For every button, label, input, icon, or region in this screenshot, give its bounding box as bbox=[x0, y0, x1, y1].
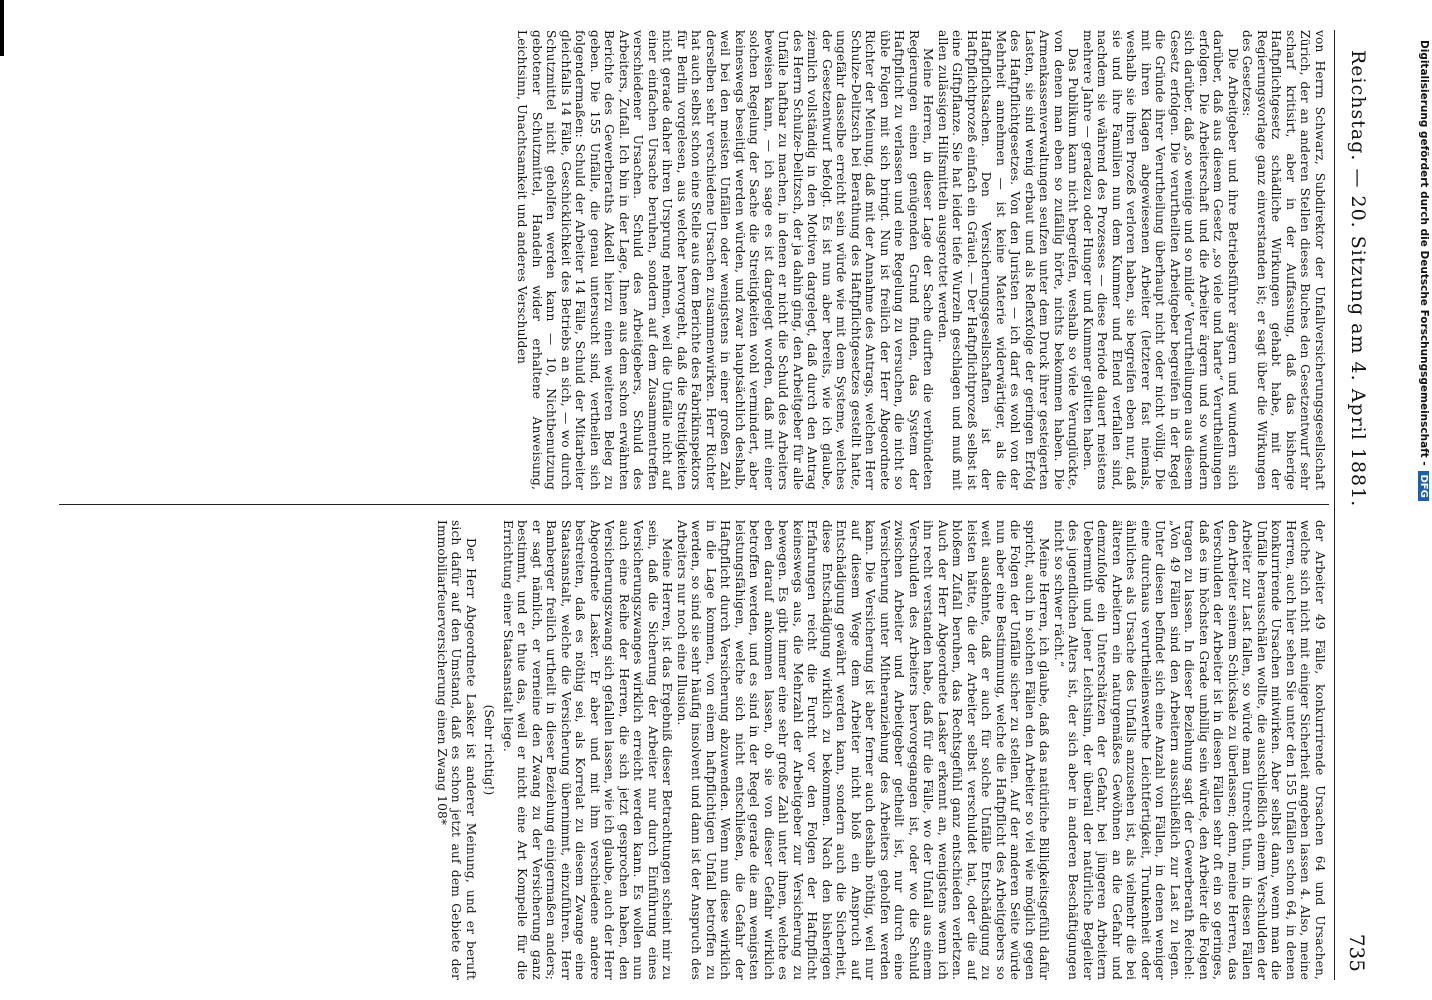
credit-text: Digitalisierung gefördert durch die Deutsche Forschungsgemeinschaft - bbox=[1418, 40, 1430, 466]
paragraph: Meine Herren, in dieser Lage der Sache durften die verbündeten Regierungen einen genügenden Grund finden, das System der Haftpflicht zu verlassen und eine Regelung zu versuchen, die nicht so üble Folgen mit sich bringt. Nun ist freilich der Herr Abgeordnete Richter der Meinung, daß mit der Annahme des Antrags, welchen Herr Schulze-Delitzsch bei Berathung des Haftpflichtgesetzes gestellt hatte, ungefähr dasselbe erreicht sein würde wie mit dem Systeme, welches der Gesetzentwurf befolgt. Es ist nun aber bereits, wie ich glaube, ziemlich vollständig in den Motiven dargelegt, daß durch den Antrag des Herrn Schulze-Delitzsch, der ja dahin ging, den Arbeitgeber für alle Unfälle haftbar zu machen, in denen er nicht die Schuld des Arbeiters beweisen kann, — ich sage es ist dargelegt worden, daß mit einer solchen Regelung der Sache die Streitigkeiten wohl vermindert, aber keineswegs beseitigt werden würden, und zwar hauptsächlich deshalb, weil bei den meisten Unfällen oder wenigstens in einer großen Zahl derselben sehr verschiedene Ursachen zusammenwirken. Herr Richter hat auch selbst schon eine Stelle aus dem Berichte des Fabrikinspektors für Berlin vorgelesen, aus welcher hervorgeht, daß die Streitigkeiten nicht gerade daher ihren Ursprung nehmen, weil die Unfälle nicht auf einer einfachen Ursache beruhen, sondern auf dem Zusammentreffen verschiedener Ursachen. Schuld des Arbeitgebers, Schuld des Arbeiters, Zufall. Ich bin in der Lage, Ihnen aus dem schon erwähnten Berichte des Gewerberaths Akdell hierzu einen weiteren Beleg zu geben. Die 155 Unfälle, die genau untersucht sind, vertheilen sich folgendermaßen: Schuld der Arbeiter 14 Fälle, Schuld der Mitarbeiter gleichfalls 14 Fälle, Geschicklichkeit des Betriebs an sich, — wo durch Schutzmittel nicht geholfen werden kann — 10, Nichtbenutzung gebotener Schutzmittel, Handeln wider erhaltene Anweisung, Leichtsinn, Unachtsamkeit und anderes Verschulden bbox=[515, 30, 936, 490]
paragraph: von Herrn Schwarz, Subdirektor der Unfallversicherungsgesellschaft Zürich, der an anderen Stellen dieses Buches den Gesetzentwurf sehr scharf kritisirt, aber in der Auffassung, daß das bisherige Haftpflichtgesetz schädliche Wirkungen gehabt habe, mit der Regierungsvorlage ganz einverstanden ist; er sagt über die Wirkungen des Gesetzes: bbox=[1240, 30, 1327, 490]
dfg-logo: DFG bbox=[1418, 471, 1429, 500]
paragraph: Das Publikum kann nicht begreifen, weshalb so viele Verunglückte, von denen man eben so zufällig hörte, nichts bekommen haben. Die Armenkassenverwaltungen seufzen unter dem Druck ihrer gesteigerten Lasten, sie sind wenig erbaut und als Reflexfolge der geringen Erfolg des Haftpflichtgesetzes. Von den Juristen — ich darf es wohl von der Mehrheit annehmen — ist keine Materie widerwärtiger, als die Haftpflichtsachen. Den Versicherungsgesellschaften ist der Haftpflichtprozeß einfach ein Gräuel. — Der Haftpflichtprozeß selbst ist eine Giftpflanze. Sie hat leider tiefe Wurzeln geschlagen und muß mit allen zulässigen Hilfsmitteln ausgerottet werden. bbox=[936, 30, 1081, 490]
text-column-left bbox=[47, 30, 1327, 490]
interjection: (Sehr richtig!) bbox=[482, 704, 497, 796]
rotated-page-content bbox=[35, 30, 1375, 980]
paragraph: Meine Herren, ich glaube, daß das natürliche Billigkeitsgefühl dafür spricht, auch in solchen Fällen den Arbeiter so viel wie möglich gegen die Folgen der Unfälle sicher zu stellen. Auf der anderen Seite würde nun aber eine Bestimmung, welche die Haftpflicht des Arbeitgebers so weit ausdehnte, daß er auch für solche Unfälle Entschädigung zu leisten hätte, die der Arbeiter selbst verschuldet hat, oder die auf bloßem Zufall beruhen, das Rechtsgefühl ganz entschieden verletzen. Auch der Herr Abgeordnete Lasker erkennt an, wenigstens wenn ich ihn recht verstanden habe, daß für die Fälle, wo der Unfall aus einem Verschulden des Arbeiters hervorgegangen ist, oder wo die Schuld zwischen Arbeiter und Arbeitgeber getheilt ist, nur durch eine Versicherung unter Mitheranziehung des Arbeiters geholfen werden kann. Die Versicherung ist aber ferner auch deshalb nöthig, weil nur auf diesem Wege dem Arbeiter nicht bloß ein Anspruch auf Entschädigung gewährt werden kann, sondern auch die Sicherheit, diese Entschädigung wirklich zu bekommen. Nach den bisherigen Erfahrungen reicht die Furcht vor den Folgen der Haftpflicht keineswegs aus, die Mehrzahl der Arbeitgeber zur Versicherung zu bewegen. Es gibt immer eine sehr große Zahl unter ihnen, welche es eben darauf ankommen lassen, ob sie von dieser Gefahr wirklich betroffen werden, und es sind in der Regel gerade die am wenigsten leistungsfähigen, welche sich nicht entschließen, die Gefahr der Haftpflicht durch Versicherung abzuwenden. Wenn nun diese wirklich in die Lage kommen, von einem haftpflichtigen Unfall betroffen zu werden, so sind sie sehr häufig insolvent und dann ist der Anspruch des Arbeiters nur noch eine Illusion. bbox=[675, 520, 1052, 980]
column-divider bbox=[59, 504, 1329, 505]
text-column-right bbox=[47, 520, 1327, 980]
digitization-credit bbox=[1412, 20, 1432, 980]
paragraph: der Arbeiter 49 Fälle, konkurrirende Ursachen 64 und Ursachen, welche sich nicht mit einiger Sicherheit angeben lassen 4. Also, meine Herren, auch hier sehen Sie unter den 155 Unfällen schon 64, in denen konkurrirende Ursachen mitwirken. Aber selbst dann, wenn man die Unfälle herausschälen wollte, die ausschließlich einem Verschulden der Arbeiter zur Last fallen, so würde man Unrecht thun, in diesen Fällen den Arbeiter seinem Schicksale zu überlassen; denn, meine Herren, das Verschulden der Arbeiter ist in diesen Fällen sehr oft ein so geringes, daß es im höchsten Grade unbillig sein würde, den Arbeiter die Folgen tragen zu lassen. In dieser Beziehung sagt der Gewerberath Reichel: „Von 49 Fällen sind den Arbeitern ausschließlich zur Last zu legen. Unter diesen befindet sich eine Anzahl von Fällen, in denen weniger eine durchaus verurtheilenswerthe Leichtfertigkeit, Trunkenheit oder ähnliches als Ursache des Unfalls anzusehen ist, als vielmehr die bei älteren Arbeitern ein naturgemäßes Gewöhnen an die Gefahr und demzufolge ein Unterschätzen der Gefahr, bei jüngeren Arbeitern Uebermuth und jener Leichtsinn, der überall der natürliche Begleiter des jugendlichen Alters ist, der sich aber in anderen Beschäftigungen nicht so schwer rächt.“ bbox=[1052, 520, 1327, 980]
paragraph: Der Herr Abgeordnete Lasker ist anderer Meinung, und er beruft sich dafür auf den Umstand, daß es schon jetzt auf dem Gebiete der Immobiliarfeuerversicherung einen Zwang 108* bbox=[435, 520, 478, 980]
binding-edge bbox=[0, 0, 4, 56]
paragraph: Meine Herren, ist das Ergebniß dieser Betrachtungen scheint mir zu sein, daß die Sicherung der Arbeiter nur durch Einführung eines Versicherungszwanges wirklich erreicht werden kann. Es wollen nun auch eine Reihe der Herren, die sich jetzt gesprochen haben, den Versicherungszwang sich gefallen lassen, wie ich glaube, auch der Herr Abgeordnete Lasker. Er aber und mit ihm verschiedene andere bestreiten, daß es nöthig sei, als Korrelat zu diesem Zwange eine Staatsanstalt, welche die Versicherung übernimmt, einzuführen. Herr Bamberger freilich urtheilt in dieser Beziehung einigermaßen anders; er sagt nämlich, er verneine den Zwang zu der Versicherung ganz bestimmt, und er thue das, weil er nicht eine Art Kompelle für die Errichtung einer Staatsanstalt liege. bbox=[501, 520, 675, 980]
page-number: 735 bbox=[1345, 933, 1369, 972]
running-head: Reichstag. — 20. Sitzung am 4. April 1881. bbox=[1347, 50, 1369, 508]
page-header bbox=[1334, 30, 1375, 980]
paragraph: Die Arbeitgeber und ihre Betriebsführer ärgern und wundern sich darüber, daß aus diesem Gesetz „so viele und harte“ Verurtheilungen erfolgen. Die Arbeiterschaft und die Arbeiter ärgern und so wundern sich darüber, daß „so wenige und so milde“ Verurtheilungen aus diesem Gesetz erfolgen. Die verurtheilten Arbeitgeber begreifen in der Regel die Gründe ihrer Verurtheilung überhaupt nicht oder nicht völlig. Die mit ihren Klagen abgewiesenen Arbeiter (letzterer fast niemals, weshalb sie ihren Prozeß verloren haben, sie begreifen eben nur, daß sie und ihre Familien nun dem Kummer und Elend verfallen sind, nachdem sie während des Prozesses — diese Periode dauert meistens mehrere Jahre — geradezu oder Hunger und Kummer gelitten haben. bbox=[1081, 30, 1240, 490]
